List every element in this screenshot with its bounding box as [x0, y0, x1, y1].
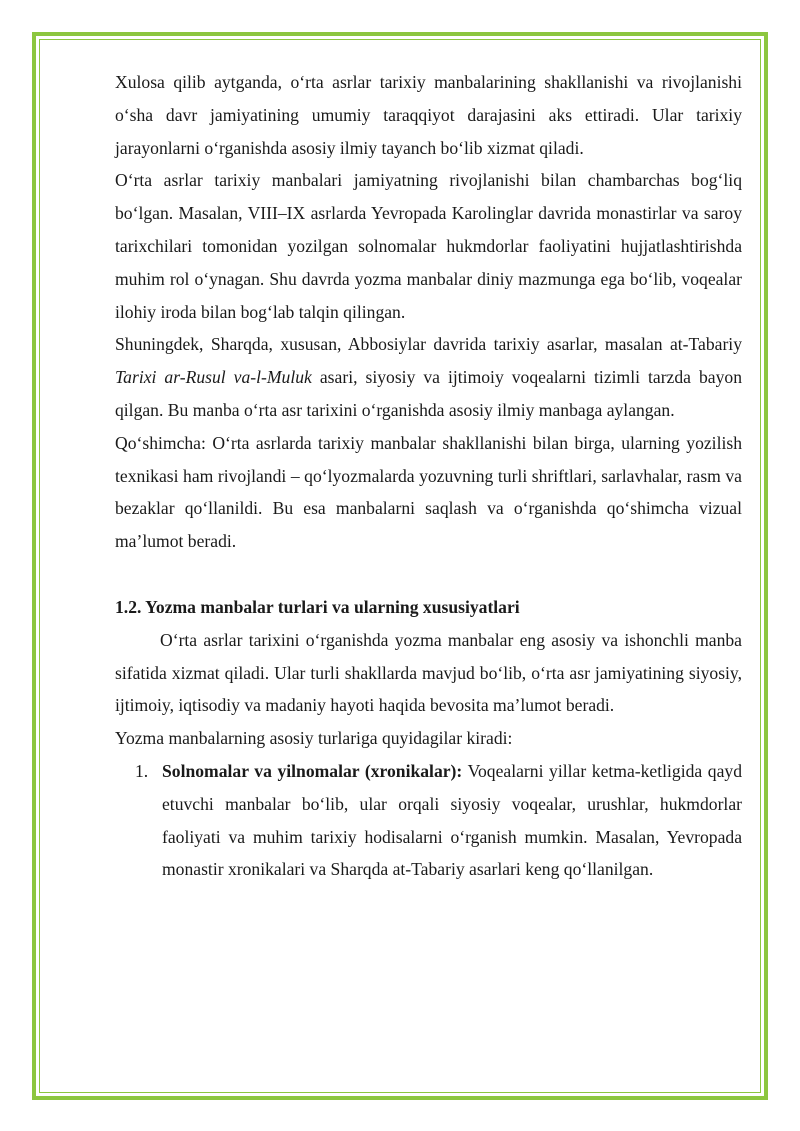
section-heading: 1.2. Yozma manbalar turlari va ularning xususiyatlari	[115, 596, 520, 617]
paragraph-conclusion: Xulosa qilib aytganda, o‘rta asrlar tarixiy manbalarining shakllanishi va rivojlanishi o‘sha davr jamiyatining umumiy taraqqiyot darajasini aks ettiradi. Ular tarixiy jarayonlarni o‘rganishda asosiy ilmiy tayanch bo‘lib xizmat qiladi.	[115, 72, 742, 158]
paragraph-europe-sources: O‘rta asrlar tarixiy manbalari jamiyatning rivojlanishi bilan chambarchas bog‘liq bo‘lgan. Masalan, VIII–IX asrlarda Yevropada Karolinglar davrida monastirlar va saroy tarixchilari tomonidan yozilgan solnomalar hukmdorlar faoliyatini hujjatlashtirishda muhim rol o‘ynagan. Shu davrda yozma manbalar diniy mazmunga ega bo‘lib, voqealar ilohiy iroda bilan bog‘lab talqin qilingan.	[115, 170, 742, 322]
source-types-list	[115, 755, 742, 886]
paragraph-addition: Qo‘shimcha: O‘rta asrlarda tarixiy manbalar shakllanishi bilan birga, ularning yozilish texnikasi ham rivojlandi – qo‘lyozmalarda yozuvning turli shriftlari, sarlavhalar, rasm va bezaklar qo‘llanildi. Bu esa manbalarni saqlash va o‘rganishda qo‘shimcha vizual ma’lumot beradi.	[115, 432, 742, 552]
paragraph-east-sources	[115, 328, 742, 426]
book-title-italic: Tarixi ar-Rusul va-l-Muluk	[115, 367, 312, 388]
paragraph-east-text-before: Shuningdek, Sharqda, xususan, Abbosiylar davrida tarixiy asarlar, masalan at-Tabariy	[115, 334, 742, 355]
list-item	[115, 755, 742, 886]
list-lead: Yozma manbalarning asosiy turlariga quyidagilar kiradi:	[115, 728, 513, 749]
list-item-text: Voqealarni yillar ketma-ketligida qayd etuvchi manbalar bo‘lib, ular orqali siyosiy voqealar, urushlar, hukmdorlar faoliyati va muhim tarixiy hodisalarni o‘rganish mumkin. Masalan, Yevropada monastir xronikalari va Sharqda at-Tabariy asarlari keng qo‘llanilgan.	[162, 760, 742, 880]
section-intro: O‘rta asrlar tarixini o‘rganishda yozma manbalar eng asosiy va ishonchli manba sifatida xizmat qiladi. Ular turli shakllarda mavjud bo‘lib, o‘rta asr jamiyatining siyosiy, ijtimoiy, iqtisodiy va madaniy hayoti haqida bevosita ma’lumot beradi.	[115, 629, 742, 716]
list-item-term: Solnomalar va yilnomalar (xronikalar):	[162, 760, 463, 781]
document-body	[115, 66, 742, 886]
paragraph-east-text-after: asari, siyosiy va ijtimoiy voqealarni tizimli tarzda bayon qilgan. Bu manba o‘rta asr tarixini o‘rganishda asosiy ilmiy manbaga aylangan.	[115, 367, 742, 420]
list-item-number: 1.	[135, 760, 149, 781]
